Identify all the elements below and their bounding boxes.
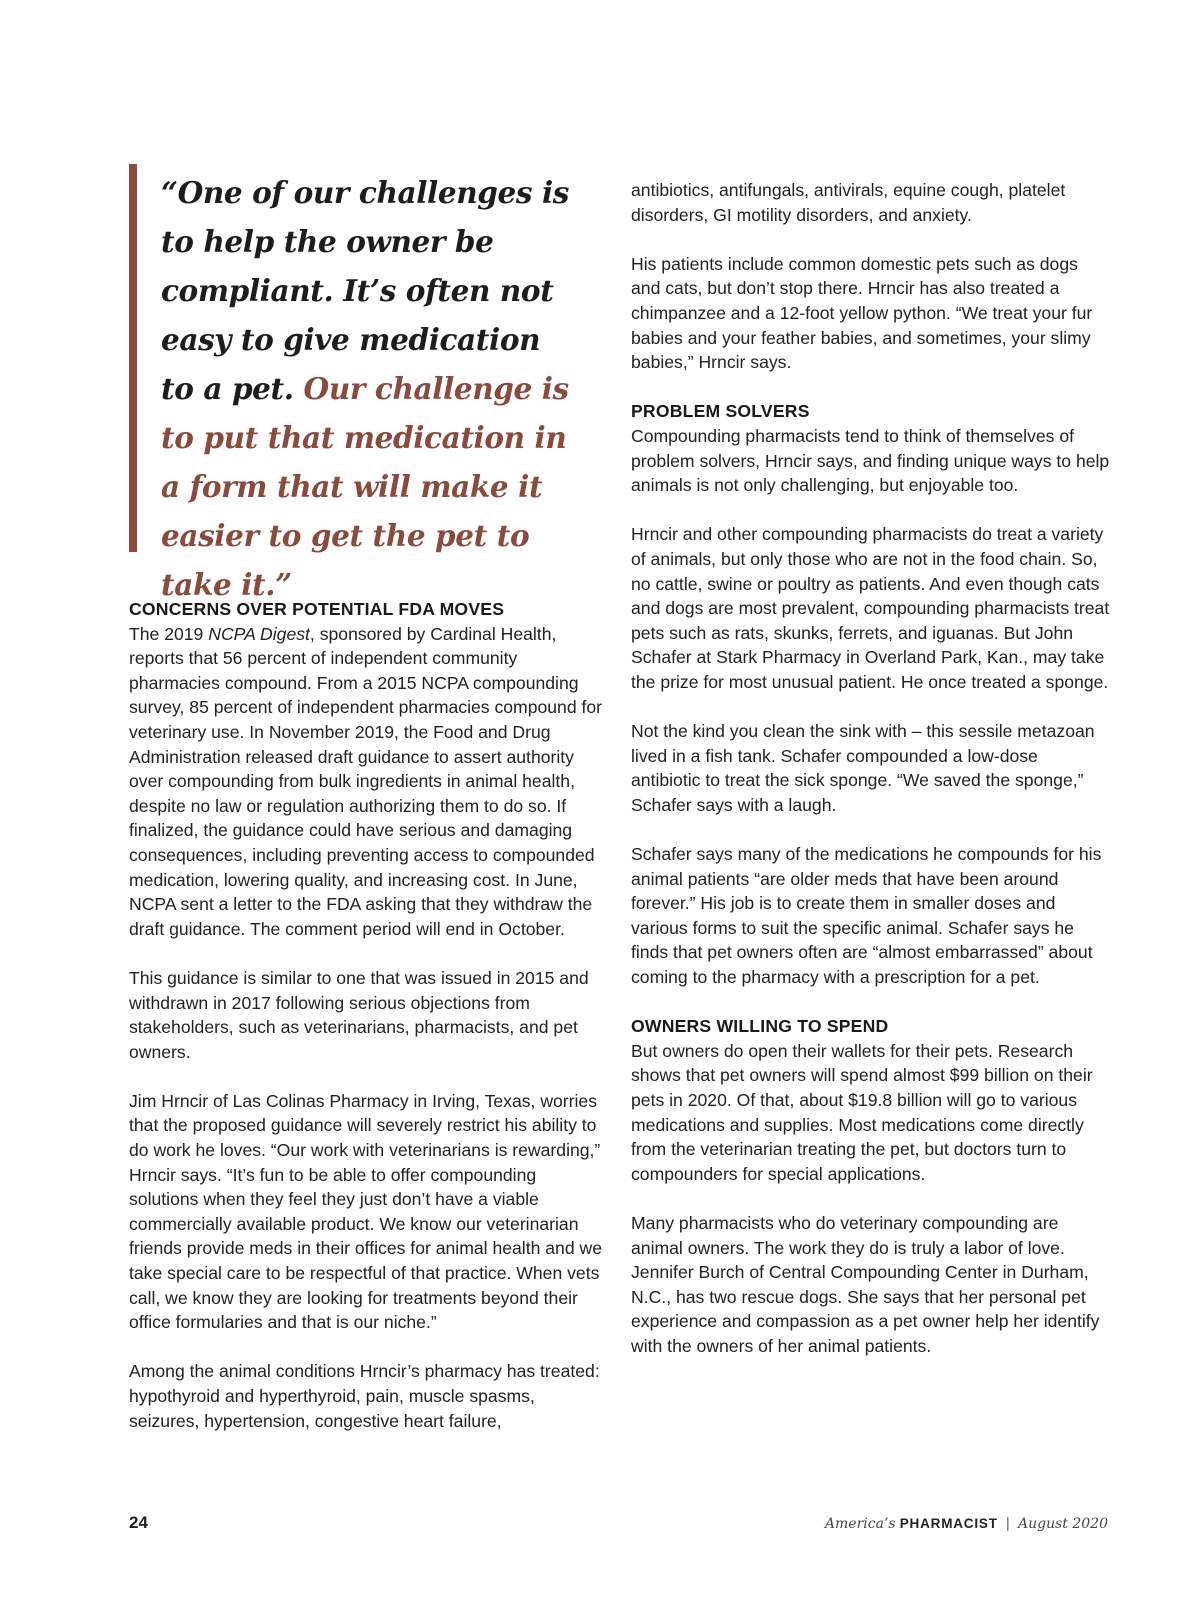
paragraph: Hrncir and other compounding pharmacists do treat a variety of animals, but only those who are not in the food chain. So, no cattle, swine or poultry as patients. And even though cats and dogs are most prevalent, compounding pharmacists treat pets such as rats, skunks, ferrets, and iguanas. But John Schafer at Stark Pharmacy in Overland Park, Kan., may take the prize for most unusual patient. He once treated a sponge. xyxy=(631,524,1110,692)
paragraph: antibiotics, antifungals, antivirals, equine cough, platelet disorders, GI motility disorders, and anxiety. xyxy=(631,180,1066,225)
publication-footer xyxy=(825,1515,1108,1532)
pull-quote-text xyxy=(161,164,581,609)
publication-name: PHARMACIST xyxy=(899,1516,998,1531)
paragraph xyxy=(129,622,607,942)
publication-prefix: America’s xyxy=(824,1516,896,1532)
paragraph: Jim Hrncir of Las Colinas Pharmacy in Irving, Texas, worries that the proposed guidance will severely restrict his ability to do work he loves. “Our work with veterinarians is rewarding,” Hrncir says. “It’s fun to be able to offer compounding solutions when they feel they just don’t have a viable commercially available product. We know our veterinarian friends provide meds in their offices for animal health and we take special care to be respectful of that practice. When vets call, we know they are looking for treatments beyond their office formularies and that is our niche.” xyxy=(129,1090,603,1333)
paragraph: Many pharmacists who do veterinary compounding are animal owners. The work they do is truly a labor of love. Jennifer Burch of Central Compounding Center in Durham, N.C., has two rescue dogs. She says that her personal pet experience and compassion as a pet owner help her identify with the owners of her animal patients. xyxy=(631,1212,1100,1356)
paragraph: His patients include common domestic pets such as dogs and cats, but don’t stop there. Hrncir has also treated a chimpanzee and a 12-foot yellow python. “We treat your fur babies and your feather babies, and sometimes, your slimy babies,” Hrncir says. xyxy=(631,253,1093,373)
left-column xyxy=(129,597,607,1433)
paragraph: But owners do open their wallets for their pets. Research shows that pet owners will spend almost $99 billion on their pets in 2020. Of that, about $19.8 billion will go to various medications and supplies. Most medications come directly from the veterinarian treating the pet, but doctors turn to compounders for special applications. xyxy=(631,1040,1093,1184)
footer-separator: | xyxy=(1005,1515,1010,1532)
paragraph: Not the kind you clean the sink with – this sessile metazoan lived in a fish tank. Schafer compounded a low-dose antibiotic to treat the sick sponge. “We saved the sponge,” Schafer says with a laugh. xyxy=(631,721,1095,815)
text-run: The 2019 xyxy=(129,623,209,644)
pull-quote-accent: Our challenge is to put that medication in a form that will make it easier to get the pet to take it.” xyxy=(161,371,569,602)
text-run: , sponsored by Cardinal Health, reports that 56 percent of independent community pharmacies compound. From a 2015 NCPA compounding survey, 85 percent of independent pharmacies compound for veterinary use. In November 2019, the Food and Drug Administration released draft guidance to assert authority over compounding from bulk ingredients in animal health, despite no law or regulation authorizing them to do so. If finalized, the guidance could have serious and damaging consequences, including preventing access to compounded medication, lowering quality, and increasing cost. In June, NCPA sent a letter to the FDA asking that they withdraw the draft guidance. The comment period will end in October. xyxy=(129,623,603,939)
issue-date: August 2020 xyxy=(1018,1516,1108,1532)
section-heading-problem-solvers: PROBLEM SOLVERS xyxy=(631,401,810,422)
paragraph: This guidance is similar to one that was issued in 2015 and withdrawn in 2017 following serious objections from stakeholders, such as veterinarians, pharmacists, and pet owners. xyxy=(129,967,589,1062)
pull-quote xyxy=(129,164,581,602)
right-column xyxy=(631,178,1111,1359)
pull-quote-dark: “One of our challenges is to help the owner be compliant. It’s often not easy to give medication to a pet. xyxy=(161,175,569,406)
paragraph: Compounding pharmacists tend to think of themselves of problem solvers, Hrncir says, and finding unique ways to help animals is not only challenging, but enjoyable too. xyxy=(631,425,1110,496)
page-number: 24 xyxy=(129,1513,148,1532)
paragraph: Among the animal conditions Hrncir’s pharmacy has treated: hypothyroid and hyperthyroid, pain, muscle spasms, seizures, hypertension, congestive heart failure, xyxy=(129,1361,600,1431)
paragraph: Schafer says many of the medications he compounds for his animal patients “are older meds that have been around forever.” His job is to create them in smaller doses and various forms to suit the specific animal. Schafer says he finds that pet owners often are “almost embarrassed” about coming to the pharmacy with a prescription for a pet. xyxy=(631,844,1102,987)
section-heading-fda: CONCERNS OVER POTENTIAL FDA MOVES xyxy=(129,599,505,619)
section-heading-owners: OWNERS WILLING TO SPEND xyxy=(631,1016,889,1037)
publication-title: NCPA Digest xyxy=(208,623,310,644)
